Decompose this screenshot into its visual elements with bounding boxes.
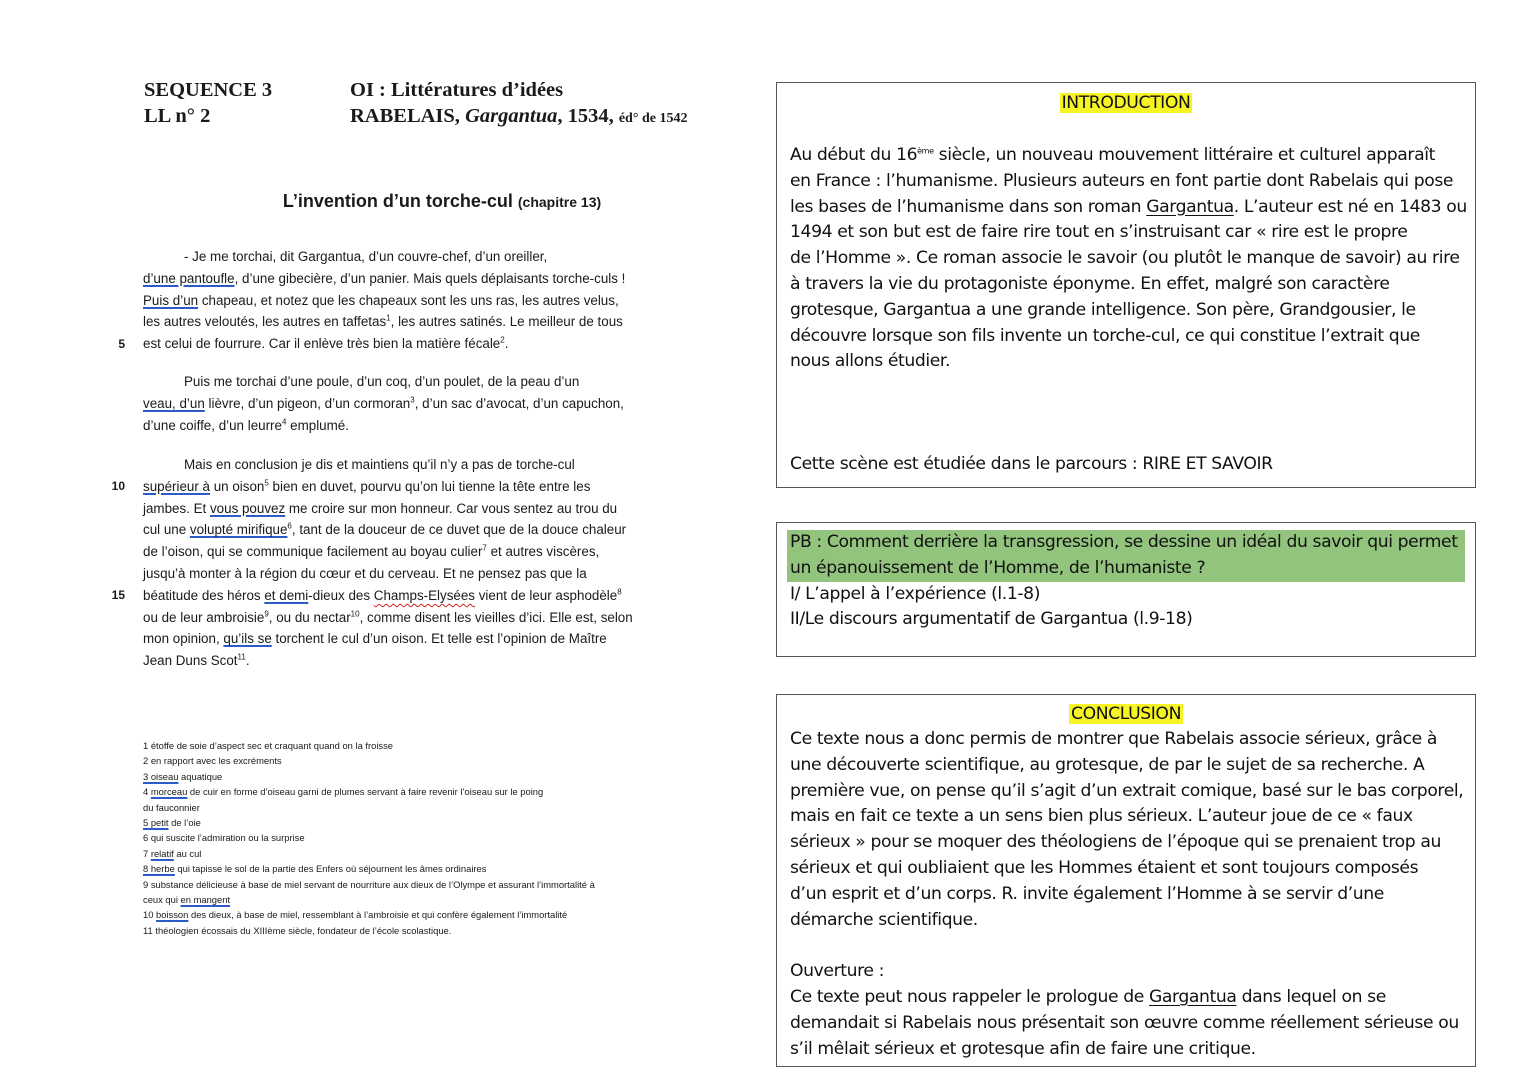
ouverture-label: Ouverture :	[790, 961, 884, 982]
paragraph-2: Puis me torchai d’une poule, d’un coq, d’un poulet, de la peau d’un veau, d’un lièvre, d’un pigeon, d’un cormoran$^3$, d’un sac d’avocat, d’un capuchon, d’une coiffe, d’un leurre$^4$ emplumé.	[143, 374, 624, 433]
line-number: 10	[111, 479, 125, 493]
object-label: OI : Littératures d’idées	[350, 79, 564, 101]
introduction-title: INTRODUCTION	[1061, 93, 1191, 113]
problematique-box	[776, 522, 1476, 657]
lesson-label: LL n° 2	[144, 105, 211, 127]
paragraph-1: - Je me torchai, dit Gargantua, d’un couvre-chef, d’un oreiller, d’une pantoufle, d’une gibecière, d’un panier. Mais quels déplaisants torche-culs ! Puis d’un chapeau, et notez que les chapeaux sont les uns ras, les autres velus, les autres veloutés, les autres en taffetas$^1$, les autres satinés. Le meilleur de tous est celui de fourrure. Car il enlève très bien la matière fécale$^2$.	[143, 249, 626, 352]
problematique-highlight: PB : Comment derrière la transgression, se dessine un idéal du savoir qui permet un épanouissement de l’Homme, de l’humaniste ?	[787, 530, 1465, 582]
plan-part-1: I/ L’appel à l’expérience (l.1-8)	[790, 583, 1041, 604]
parcours-line: Cette scène est étudiée dans le parcours : RIRE ET SAVOIR	[790, 454, 1273, 475]
plan-part-2: II/Le discours argumentatif de Gargantua (l.9-18)	[790, 609, 1193, 630]
footnotes: 1 étoffe de soie d’aspect sec et craquant quand on la froisse 2 en rapport avec les excréments 3 oiseau aquatique 4 morceau de cuir en forme d’oiseau garni de plumes servant à faire revenir l’oiseau sur le poing du fauconnier 5 petit de l’oie 6 qui suscite l’admiration ou la surprise 7 relatif au cul 8 herbe qui tapisse le sol de la partie des Enfers où séjournent les âmes ordinaires 9 substance délicieuse à base de miel servant de nourriture aux dieux de l’Olympe et assurant l’immortalité à ceux qui en mangent 10 boisson des dieux, à base de miel, ressemblant à l’ambroisie et qui confère également l’immortalité 11 théologien écossais du XIIIème siècle, fondateur de l’école scolastique.	[143, 740, 595, 936]
line-number: 15	[111, 588, 125, 602]
sequence-label: SEQUENCE 3	[144, 79, 273, 101]
line-number: 5	[118, 337, 125, 351]
paragraph-3: Mais en conclusion je dis et maintiens qu’il n’y a pas de torche-cul supérieur à un oison$^5$ bien en duvet, pourvu qu’on lui tienne la tête entre les jambes. Et vous pouvez me croire sur mon honneur. Car vous sentez au trou du cul une volupté mirifique$^6$, tant de la douceur de ce duvet que de la douce chaleur de l’oison, qui se communique facilement au boyau culier$^7$ et autres viscères, jusqu’à monter à la région du cœur et du cerveau. Et ne pensez pas que la béatitude des héros et demi-dieux des Champs-Elysées vient de leur asphodèle$^8$ ou de leur ambroisie$^9$, ou du nectar$^{10}$, comme disent les vieilles d’ici. Elle est, selon mon opinion, qu’ils se torchent le cul d’un oison. Et telle est l’opinion de Maître Jean Duns Scot$^{11}$.	[143, 457, 633, 669]
introduction-box: INTRODUCTION Au début du 16ème siècle, un nouveau mouvement littéraire et culturel apparaît en France : l’humanisme. Plusieurs auteurs en font partie dont Rabelais qui pose les bases de l’humanisme dans son roman Gargantua. L’auteur est né en 1483 ou 1494 et son but est de faire rire tout en s’instruisant car « rire est le propre de l’Homme ». Ce roman associe le savoir (ou plutôt le manque de savoir) au rire à travers la vie du protagoniste éponyme. En effet, malgré son caractère grotesque, Gargantua a une grande intelligence. Son père, Grandgousier, le découvre lorsque son fils invente un torche-cul, ce qui constitue l’extrait que nous allons étudier. Cette scène est étudiée dans le parcours : RIRE ET SAVOIR	[776, 82, 1476, 488]
conclusion-title: CONCLUSION	[1070, 704, 1182, 724]
work-reference: RABELAIS, Gargantua, 1534, éd° de 1542	[350, 105, 688, 127]
document-header	[144, 77, 687, 132]
conclusion-box: CONCLUSION Ce texte nous a donc permis de montrer que Rabelais associe sérieux, grâce à une découverte scientifique, au grotesque, de par le sujet de sa recherche. A première vue, on pense qu’il s’agit d’un extrait comique, basé sur le bas corporel, mais en fait ce texte a un sens bien plus sérieux. L’auteur joue de ce « faux sérieux » pour se moquer des théologiens de l’époque qui se prenaient trop au sérieux et qui oubliaient que les Hommes étaient et sont toujours composés d’un esprit et d’un corps. R. invite également l’Homme à se servir d’une démarche scientifique. Ouverture : Ce texte peut nous rappeler le prologue de Gargantua dans lequel on se demandait si Rabelais nous présentait son œuvre comme réellement sérieuse ou s’il mêlait sérieux et grotesque afin de faire une critique.	[776, 694, 1476, 1067]
document-title: L’invention d’un torche-cul (chapitre 13)	[282, 191, 602, 211]
